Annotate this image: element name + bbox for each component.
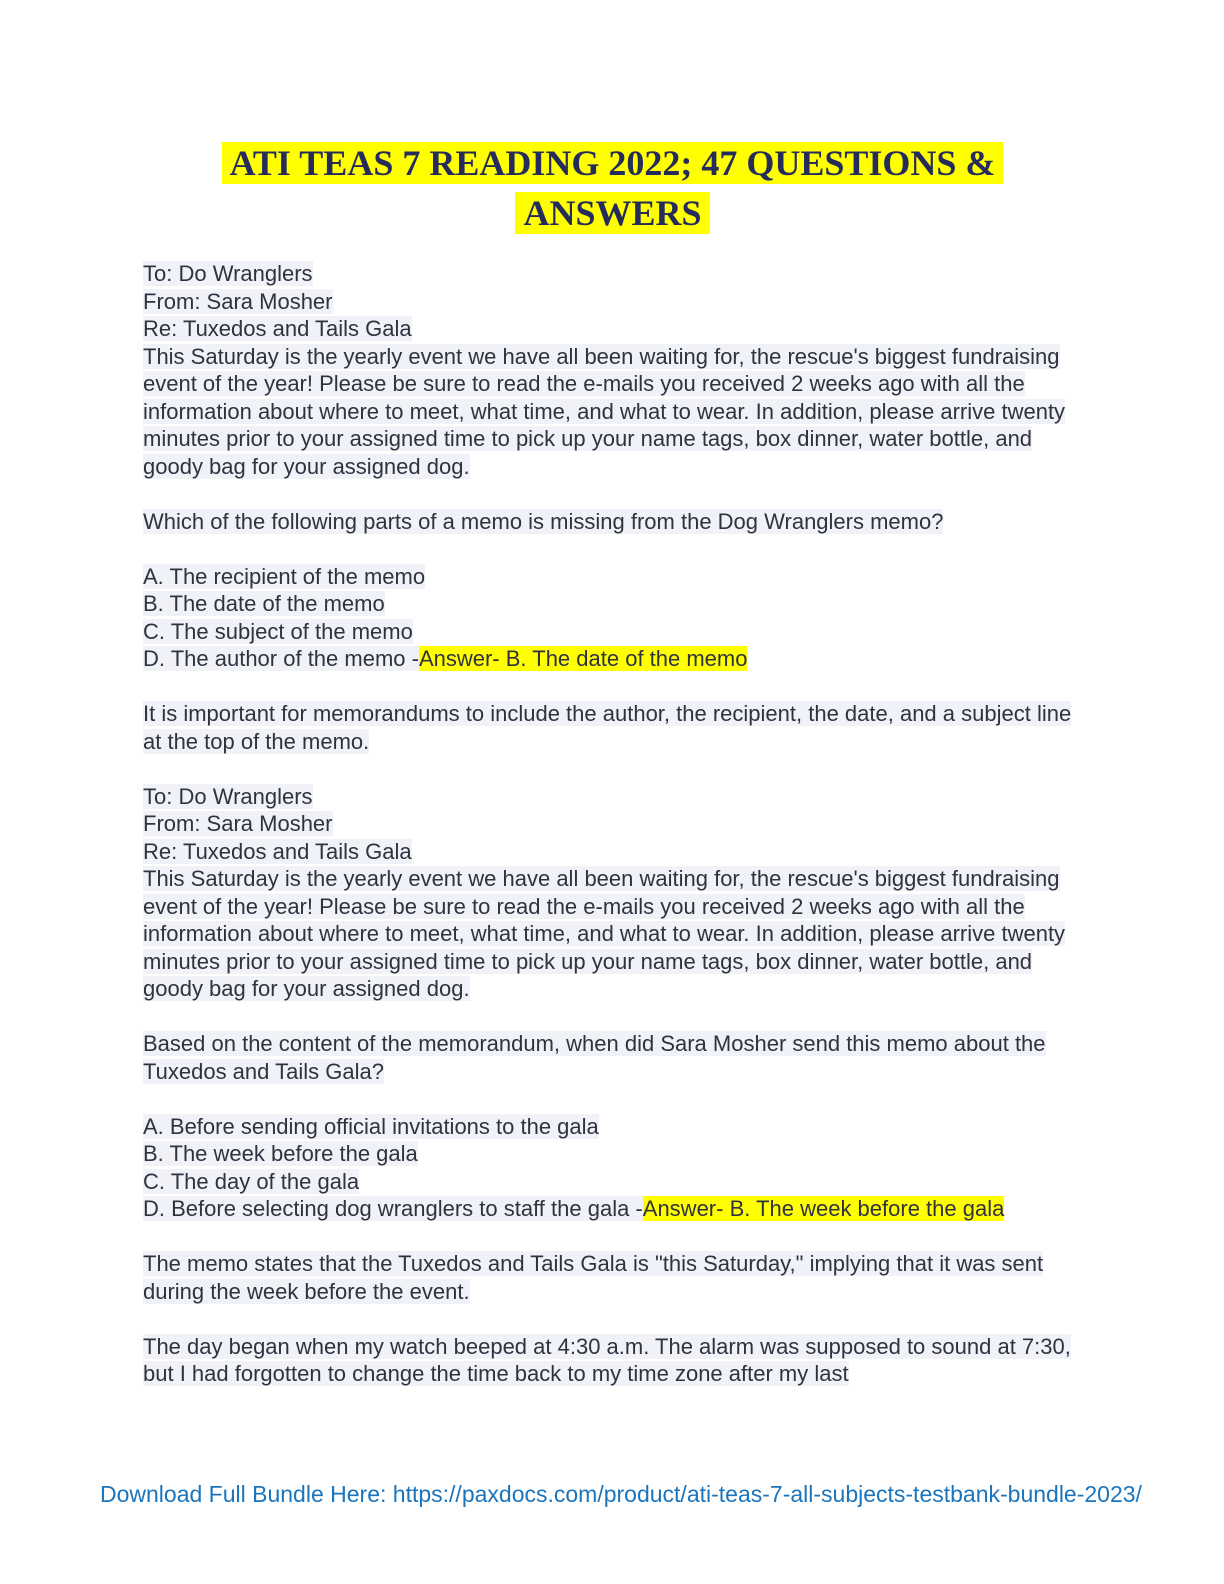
download-bundle-label: Download Full Bundle Here:: [100, 1481, 393, 1507]
document-title: [143, 138, 1082, 238]
memo-body-text: This Saturday is the yearly event we have all been waiting for, the rescue's biggest fundraising event of the year! Please be sure to read the e-mails you received 2 weeks ago with all the information about where to meet, what time, and what to wear. In addition, please arrive twenty minutes prior to your assigned time to pick up your name tags, box dinner, water bottle, and goody bag for your assigned dog.: [143, 866, 1066, 1001]
spacer: [143, 1223, 1082, 1251]
question2-options: [143, 1113, 1082, 1223]
title-line-1: ATI TEAS 7 READING 2022; 47 QUESTIONS &: [222, 142, 1004, 184]
memo-re-line: Re: Tuxedos and Tails Gala: [143, 838, 412, 864]
spacer: [143, 1305, 1082, 1333]
memo-to-line: To: Do Wranglers: [143, 261, 313, 286]
question2-option-b: B. The week before the gala: [143, 1141, 418, 1166]
memo-re-line: Re: Tuxedos and Tails Gala: [143, 316, 412, 341]
spacer: [143, 480, 1082, 508]
document-body: [143, 260, 1082, 1388]
closing-passage: The day began when my watch beeped at 4:30 a.m. The alarm was supposed to sound at 7:30, but I had forgotten to change the time back to my time zone after my last: [143, 1333, 1071, 1386]
question2-option-c: C. The day of the gala: [143, 1168, 360, 1194]
question1-prompt: Which of the following parts of a memo is missing from the Dog Wranglers memo?: [143, 508, 944, 534]
memo-to-line: To: Do Wranglers: [143, 783, 313, 809]
memo-from-line: From: Sara Mosher: [143, 288, 333, 314]
memo-from-line: From: Sara Mosher: [143, 811, 333, 836]
download-bundle-url: https://paxdocs.com/product/ati-teas-7-all-subjects-testbank-bundle-2023/: [392, 1481, 1142, 1507]
question1-explanation: It is important for memorandums to include the author, the recipient, the date, and a subject line at the top of the memo.: [143, 701, 1072, 754]
memo-passage-2: [143, 783, 1082, 1003]
question2-answer-highlight: Answer- B. The week before the gala: [642, 1196, 1005, 1221]
question1-option-b: B. The date of the memo: [143, 591, 385, 616]
question1-option-a: A. The recipient of the memo: [143, 563, 426, 589]
question2-option-d: D. Before selecting dog wranglers to staff the gala -Answer- B. The week before the gala: [143, 1196, 1005, 1221]
spacer: [143, 673, 1082, 701]
question2-prompt: Based on the content of the memorandum, when did Sara Mosher send this memo about the Tuxedos and Tails Gala?: [143, 1031, 1046, 1084]
memo-passage-1: [143, 260, 1082, 480]
question1-answer-highlight: Answer- B. The date of the memo: [418, 646, 748, 671]
title-line-2: ANSWERS: [515, 192, 709, 234]
spacer: [143, 535, 1082, 563]
spacer: [143, 755, 1082, 783]
download-bundle-link[interactable]: [100, 1480, 1142, 1508]
question2-explanation: The memo states that the Tuxedos and Tails Gala is "this Saturday," implying that it was sent during the week before the event.: [143, 1251, 1044, 1304]
memo-body-text: This Saturday is the yearly event we have all been waiting for, the rescue's biggest fundraising event of the year! Please be sure to read the e-mails you received 2 weeks ago with all the information about where to meet, what time, and what to wear. In addition, please arrive twenty minutes prior to your assigned time to pick up your name tags, box dinner, water bottle, and goody bag for your assigned dog.: [143, 343, 1066, 479]
question1-options: [143, 563, 1082, 673]
question2-option-a: A. Before sending official invitations to the gala: [143, 1113, 599, 1139]
spacer: [143, 1085, 1082, 1113]
question1-option-c: C. The subject of the memo: [143, 618, 413, 644]
spacer: [143, 1003, 1082, 1031]
question1-option-d: D. The author of the memo -Answer- B. The date of the memo: [143, 646, 748, 671]
